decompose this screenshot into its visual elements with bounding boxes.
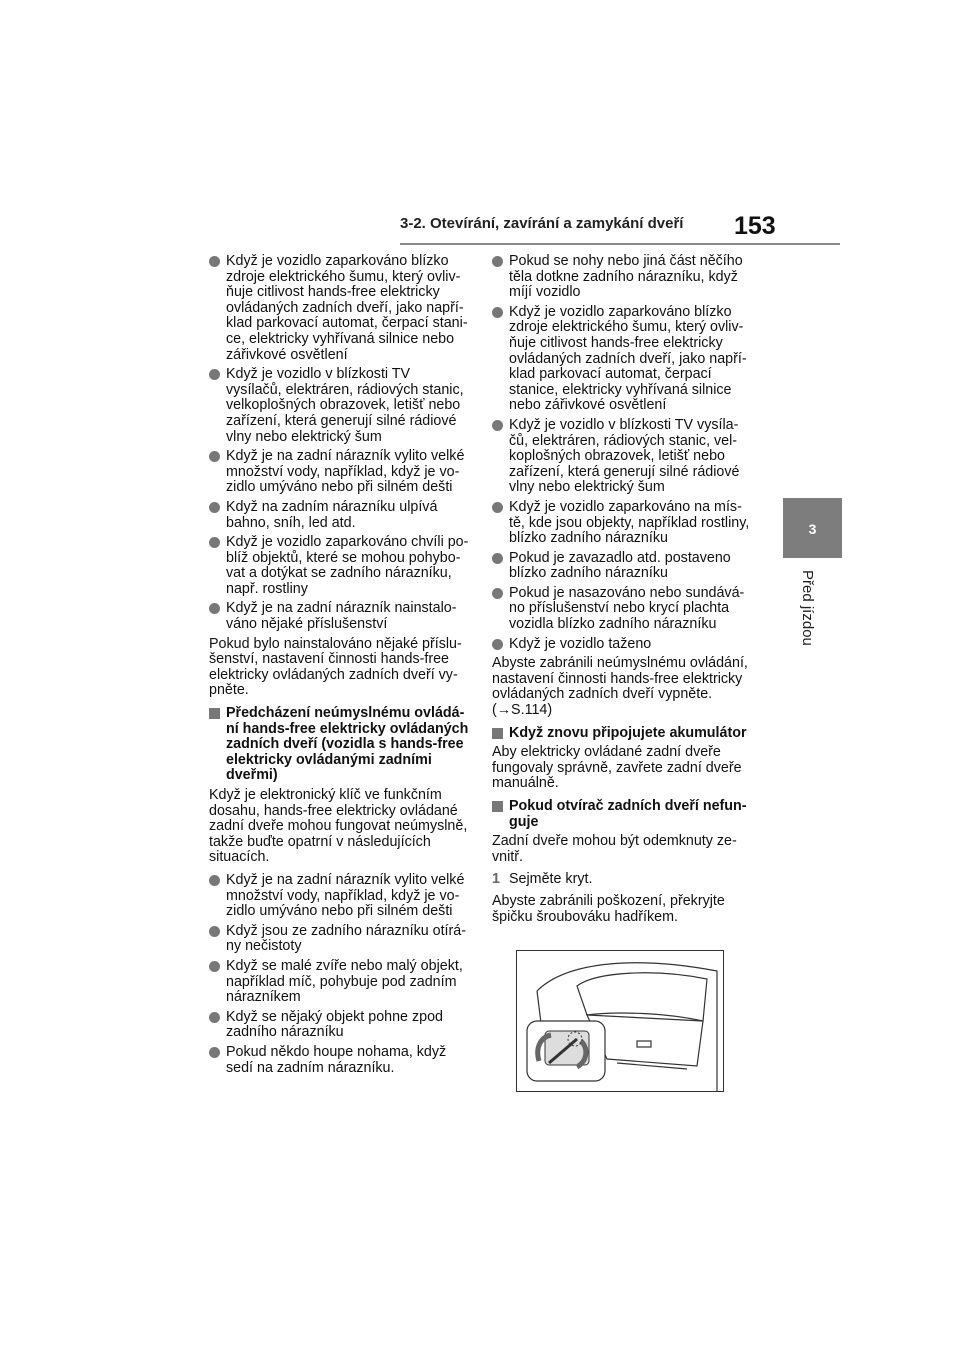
step-number: 1 <box>492 871 500 888</box>
section-heading: Předcházení neúmyslnému ovládání hands-free elektricky ovládaných zadních dveří (vozidla s hands-free elektricky ovládanými zadními dveřmi) <box>209 706 469 784</box>
paragraph: Když je elektronický klíč ve funkčním dosahu, hands-free elektricky ovládané zadní dveře mohou fungovat neúmyslně, takže buďte opatrní v následujících situacích. <box>209 787 468 866</box>
bullet-item: Když je vozidlo v blízkosti TV vysílačů, elektráren, rádiových stanic, velkoplošných obrazovek, letišť nebo zařízení, která generují silné rádiové vlny nebo elektrický šum <box>492 418 750 496</box>
cover-icon <box>637 1041 651 1047</box>
square-bullet-icon <box>492 728 503 739</box>
square-bullet-icon <box>492 801 503 812</box>
paragraph: Pokud bylo nainstalováno nějaké příslušenství, nastavení činnosti hands-free elektricky ovládaných zadních dveří vypněte. <box>209 635 462 699</box>
rear-window <box>577 973 707 1021</box>
paragraph: Zadní dveře mohou být odemknuty zevnitř. <box>492 833 737 865</box>
bullet-item: Pokud někdo houpe nohama, když sedí na zadním nárazníku. <box>209 1045 469 1076</box>
bullet-item: Když se nějaký objekt pohne zpod zadního nárazníku <box>209 1010 469 1041</box>
bullet-item: Když je vozidlo zaparkováno na místě, kde jsou objekty, například rostliny, blízko zadního nárazníku <box>492 500 750 547</box>
bullet-icon <box>492 639 503 650</box>
bullet-item: Když je vozidlo taženo <box>492 637 750 653</box>
tailgate-illustration <box>516 950 724 1092</box>
bullet-icon <box>209 961 220 972</box>
side-tab-label: Před jízdou <box>799 570 816 646</box>
bullet-item: Pokud je zavazadlo atd. postaveno blízko zadního nárazníku <box>492 551 750 582</box>
paragraph: Abyste zabránili poškození, překryjte špičku šroubováku hadříkem. <box>492 892 725 925</box>
bullet-icon <box>492 256 503 267</box>
right-column <box>492 254 750 932</box>
bullet-item: Když se malé zvíře nebo malý objekt, například míč, pohybuje pod zadním nárazníkem <box>209 959 469 1006</box>
bullet-icon <box>209 875 220 886</box>
bullet-item: Když je na zadní nárazník vylito velké množství vody, například, když je vozidlo umýváno nebo při silném dešti <box>209 873 469 920</box>
bullet-item: Když na zadním nárazníku ulpívá bahno, sníh, led atd. <box>209 500 469 531</box>
bullet-icon <box>209 451 220 462</box>
page-number: 153 <box>734 212 776 240</box>
bullet-item: Když je na zadní nárazník nainstalováno nějaké příslušenství <box>209 601 469 632</box>
bullet-icon <box>209 256 220 267</box>
square-bullet-icon <box>209 708 220 719</box>
inset-detail <box>527 1021 605 1081</box>
bullet-icon <box>209 1012 220 1023</box>
bullet-icon <box>209 537 220 548</box>
bullet-icon <box>209 603 220 614</box>
bullet-icon <box>209 926 220 937</box>
section-heading: Když znovu připojujete akumulátor <box>492 726 750 742</box>
bullet-item: Když je vozidlo v blízkosti TV vysílačů, elektráren, rádiových stanic, velkoplošných obrazovek, letišť nebo zařízení, která generují silné rádiové vlny nebo elektrický šum <box>209 367 469 445</box>
bullet-icon <box>492 307 503 318</box>
bullet-icon <box>492 553 503 564</box>
bullet-item: Když jsou ze zadního nárazníku otírány nečistoty <box>209 924 469 955</box>
bullet-item: Když je vozidlo zaparkováno blízko zdroje elektrického šumu, který ovlivňuje citlivost hands-free elektricky ovládaných zadních dveří, jako například parkovací automat, čerpací stanice, elektricky vyhřívaná silnice nebo zářivkové osvětlení <box>209 254 469 363</box>
side-tab: 3 <box>783 498 842 558</box>
bullet-item: Když je vozidlo zaparkováno chvíli poblíž objektů, které se mohou pohybovat a dotýkat se zadního nárazníku, např. rostliny <box>209 535 469 597</box>
header-title: 3-2. Otevírání, zavírání a zamykání dveří <box>400 215 684 232</box>
header-rule <box>400 243 840 245</box>
bullet-icon <box>209 1047 220 1058</box>
step-item: 1 Sejměte kryt. <box>492 871 593 888</box>
bullet-icon <box>209 502 220 513</box>
bullet-icon <box>492 502 503 513</box>
left-column <box>209 254 469 1080</box>
bullet-item: Pokud je nasazováno nebo sundáváno příslušenství nebo krycí plachta vozidla blízko zadního nárazníku <box>492 586 750 633</box>
paragraph: Aby elektricky ovládané zadní dveře fungovaly správně, zavřete zadní dveře manuálně. <box>492 744 742 792</box>
tailgate-drawing <box>517 951 723 1091</box>
bullet-item: Když je na zadní nárazník vylito velké množství vody, například, když je vozidlo umýváno nebo při silném dešti <box>209 449 469 496</box>
bullet-icon <box>209 369 220 380</box>
bullet-item: Když je vozidlo zaparkováno blízko zdroje elektrického šumu, který ovlivňuje citlivost hands-free elektricky ovládaných zadních dveří, jako například parkovací automat, čerpací stanice, elektricky vyhřívaná silnice nebo zářivkové osvětlení <box>492 305 750 414</box>
bullet-item: Pokud se nohy nebo jiná část něčího těla dotkne zadního nárazníku, když míjí vozidlo <box>492 254 750 301</box>
section-heading: Pokud otvírač zadních dveří nefunguje <box>492 799 750 830</box>
bullet-icon <box>492 588 503 599</box>
paragraph: Abyste zabránili neúmyslnému ovládání, nastavení činnosti hands-free elektricky ovládaných zadních dveří vypněte. (→S.114) <box>492 655 748 719</box>
bullet-icon <box>492 420 503 431</box>
